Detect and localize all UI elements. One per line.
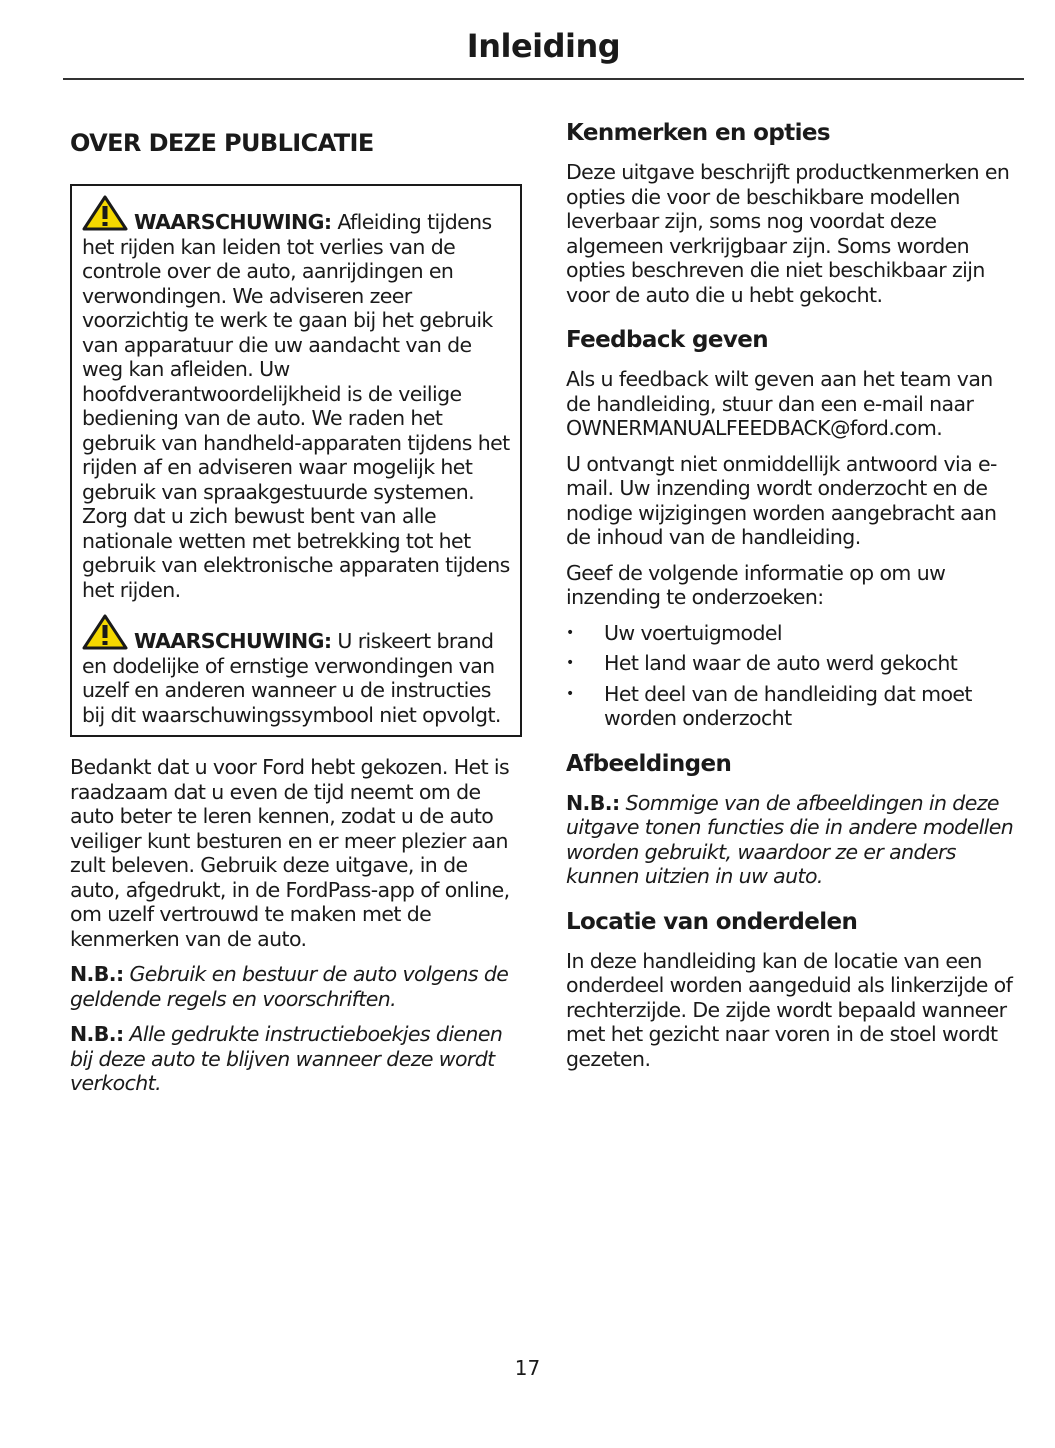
feedback-info-paragraph: Geef de volgende informatie op om uw inzending te onderzoeken:	[566, 560, 946, 609]
feedback-intro: Als u feedback wilt geven aan het team van de handleiding, stuur dan een e-mail naar	[566, 367, 993, 416]
warning-box	[70, 184, 522, 737]
features-title: Kenmerken en opties	[566, 120, 830, 146]
page-number: 17	[514, 1356, 541, 1380]
left-column	[70, 118, 522, 1107]
note	[70, 1022, 522, 1096]
note-label: N.B.:	[566, 790, 620, 815]
warning-label: WAARSCHUWING:	[134, 629, 332, 653]
note	[566, 791, 1018, 889]
feedback-info-list	[566, 621, 1018, 731]
page-header	[63, 22, 1024, 70]
note-text: Gebruik en bestuur de auto volgens de geldende regels en voorschriften.	[70, 962, 509, 1011]
note-text: Sommige van de afbeeldingen in deze uitgave tonen functies die in andere modellen worden gebruikt, waardoor ze er anders kunnen uitzien in uw auto.	[566, 790, 1014, 888]
section-title: OVER DEZE PUBLICATIE	[70, 129, 374, 157]
location-title: Locatie van onderdelen	[566, 908, 858, 935]
note-label: N.B.:	[70, 1022, 124, 1046]
header-divider	[63, 78, 1024, 80]
features-paragraph: Deze uitgave beschrijft productkenmerken en opties die voor de beschikbare modellen leverbaar zijn, soms nog voordat deze algemeen verkrijgbaar zijn. Soms worden opties beschreven die niet beschikbaar zijn voor de auto die u hebt gekocht.	[566, 160, 1010, 307]
note-label: N.B.:	[70, 962, 124, 986]
list-item: • Het land waar de auto werd gekocht	[566, 651, 1018, 676]
warning-triangle-icon	[82, 195, 128, 231]
feedback-title: Feedback geven	[566, 327, 768, 353]
feedback-response-paragraph: U ontvangt niet onmiddellijk antwoord via e-mail. Uw inzending wordt onderzocht en de nodige wijzigingen worden aangebracht aan de inhoud van de handleiding.	[566, 451, 997, 549]
warning-item	[82, 614, 510, 727]
images-title: Afbeeldingen	[566, 750, 732, 777]
warning-text: Afleiding tijdens het rijden kan leiden tot verlies van de controle over de auto, aanrijdingen en verwondingen. We adviseren zeer voorzichtig te werk te gaan bij het gebruik van apparatuur die uw aandacht van de weg kan afleiden. Uw hoofdverantwoordelijkheid is de veilige bediening van de auto. We raden het gebruik van handheld-apparaten tijdens het rijden af en adviseren waar mogelijk het gebruik van spraakgestuurde systemen. Zorg dat u zich bewust bent van alle nationale wetten met betrekking tot het gebruik van elektronische apparaten tijdens het rijden.	[82, 210, 510, 602]
list-item: • Het deel van de handleiding dat moet worden onderzocht	[566, 682, 1018, 731]
note	[70, 962, 522, 1011]
list-item: • Uw voertuigmodel	[566, 621, 1018, 646]
right-column	[566, 118, 1018, 1082]
warning-text: U riskeert brand en dodelijke of ernstige verwondingen van uzelf en anderen wanneer u de instructies bij dit waarschuwingssymbool niet opvolgt.	[82, 629, 501, 727]
warning-item	[82, 195, 510, 602]
feedback-email: OWNERMANUALFEEDBACK@ford.com.	[566, 416, 943, 440]
location-paragraph: In deze handleiding kan de locatie van een onderdeel worden aangeduid als linkerzijde of rechterzijde. De zijde wordt bepaald wanneer met het gezicht naar voren in de stoel wordt gezeten.	[566, 948, 1013, 1071]
feedback-paragraph	[566, 367, 1018, 441]
note-text: Alle gedrukte instructieboekjes dienen bij deze auto te blijven wanneer deze wordt verkocht.	[70, 1022, 503, 1095]
warning-triangle-icon	[82, 614, 128, 650]
intro-paragraph: Bedankt dat u voor Ford hebt gekozen. Het is raadzaam dat u even de tijd neemt om de auto beter te leren kennen, zodat u de auto veiliger kunt besturen en er meer plezier aan zult beleven. Gebruik deze uitgave, in de auto, afgedrukt, in de FordPass-app of online, om uzelf vertrouwd te maken met de kenmerken van de auto.	[70, 755, 510, 951]
page-title: Inleiding	[466, 27, 621, 65]
warning-label: WAARSCHUWING:	[134, 210, 332, 234]
